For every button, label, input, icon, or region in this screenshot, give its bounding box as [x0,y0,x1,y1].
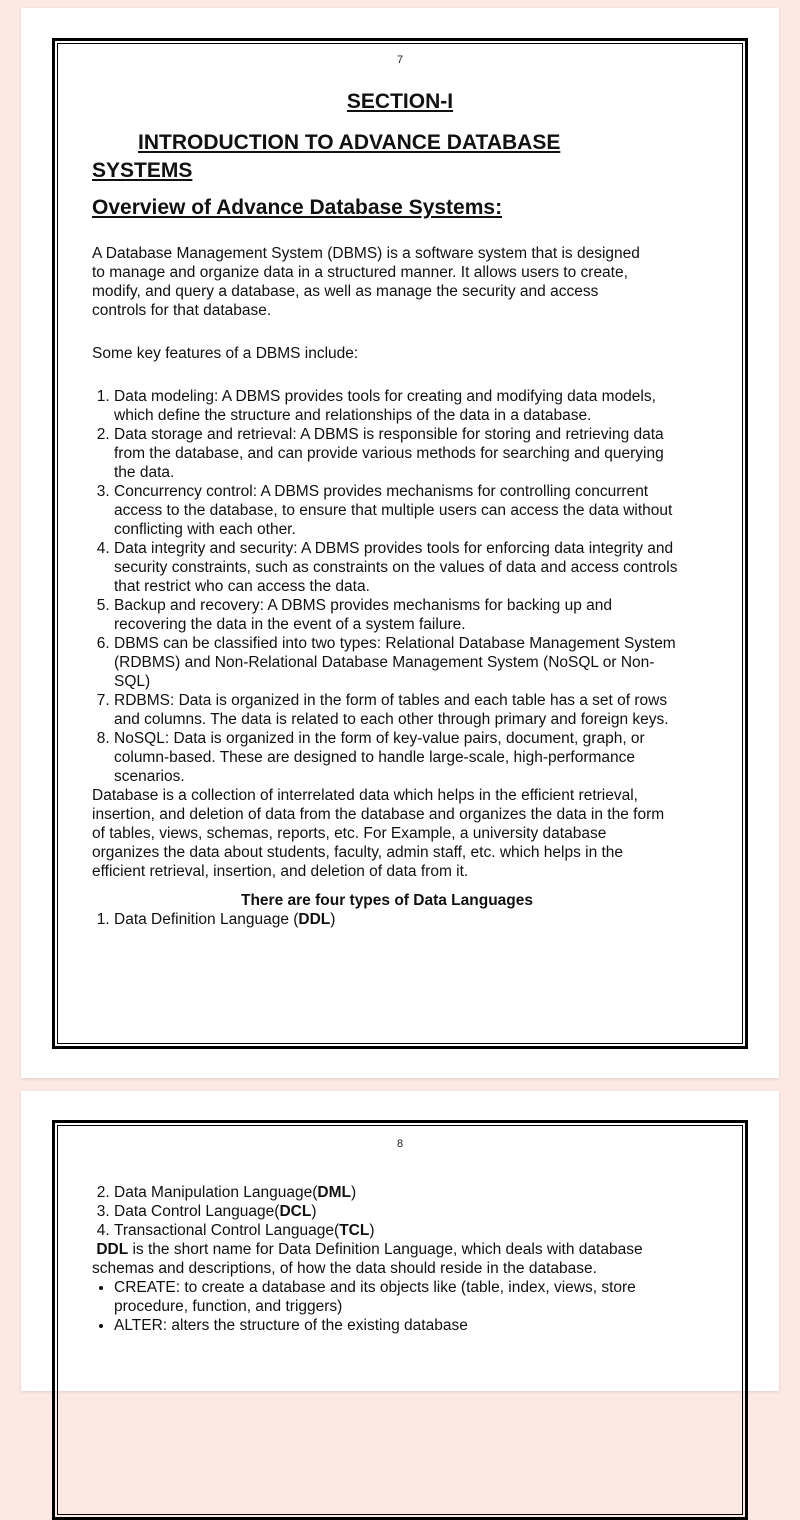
page1-body [92,244,682,929]
page-number: 8 [396,1138,404,1150]
list-item: 4. Transactional Control Language(TCL) [114,1221,682,1240]
intro-paragraph: A Database Management System (DBMS) is a software system that is designed to manage and organize data in a structured manner. It allows users to create, modify, and query a database, as well as manage the security and access controls for that database. [92,245,640,319]
features-list [92,387,682,786]
list-item: 5. Backup and recovery: A DBMS provides mechanisms for backing up and recovering the data in the event of a system failure. [114,596,682,634]
languages-list-continued [92,1183,682,1240]
abbreviation: TCL [339,1222,370,1239]
overview-title: Overview of Advance Database Systems: [92,196,503,219]
list-item: 1. Data Definition Language (DDL) [114,910,682,929]
database-paragraph: Database is a collection of interrelated data which helps in the efficient retrieval, insertion, and deletion of data from the database and organizes the data in the form of tables, views, schemas, reports, etc. For Example, a university database organizes the data about students, faculty, admin staff, etc. which helps in the efficient retrieval, insertion, and deletion of data from it. [92,787,665,880]
list-item: 6. DBMS can be classified into two types: Relational Database Management System (RDBMS) and Non-Relational Database Management System (NoSQL or Non-SQL) [114,634,682,691]
list-item: 3. Concurrency control: A DBMS provides mechanisms for controlling concurrent access to the database, to ensure that multiple users can access the data without conflicting with each other. [114,482,682,539]
features-intro: Some key features of a DBMS include: [92,345,359,362]
list-item: • ALTER: alters the structure of the existing database [114,1316,670,1335]
abbreviation: DCL [279,1203,312,1220]
page-number: 7 [396,54,404,66]
list-item: 8. NoSQL: Data is organized in the form of key-value pairs, document, graph, or column-based. These are designed to handle large-scale, high-performance scenarios. [114,729,682,786]
list-item: 4. Data integrity and security: A DBMS provides tools for enforcing data integrity and security constraints, such as constraints on the values of data and access controls that restrict who can access the data. [114,539,682,596]
languages-heading: There are four types of Data Languages [241,892,533,909]
list-item: • CREATE: to create a database and its objects like (table, index, views, store procedure, function, and triggers) [114,1278,670,1316]
languages-list [92,910,682,929]
page2-body [92,1183,682,1335]
abbreviation: DML [317,1184,351,1201]
intro-title: INTRODUCTION TO ADVANCE DATABASE SYSTEMS [92,131,561,182]
list-item: 2. Data Manipulation Language(DML) [114,1183,682,1202]
list-item: 7. RDBMS: Data is organized in the form of tables and each table has a set of rows and columns. The data is related to each other through primary and foreign keys. [114,691,682,729]
list-item: 1. Data modeling: A DBMS provides tools for creating and modifying data models, which define the structure and relationships of the data in a database. [114,387,682,425]
section-title: SECTION-I [346,90,454,113]
abbreviation: DDL [298,911,331,928]
abbreviation: DDL [96,1241,129,1258]
list-item: 3. Data Control Language(DCL) [114,1202,682,1221]
ddl-commands-list [92,1278,670,1335]
ddl-paragraph: DDL is the short name for Data Definition Language, which deals with database schemas and descriptions, of how the data should reside in the database. [92,1241,643,1277]
list-item: 2. Data storage and retrieval: A DBMS is responsible for storing and retrieving data from the database, and can provide various methods for searching and querying the data. [114,425,682,482]
